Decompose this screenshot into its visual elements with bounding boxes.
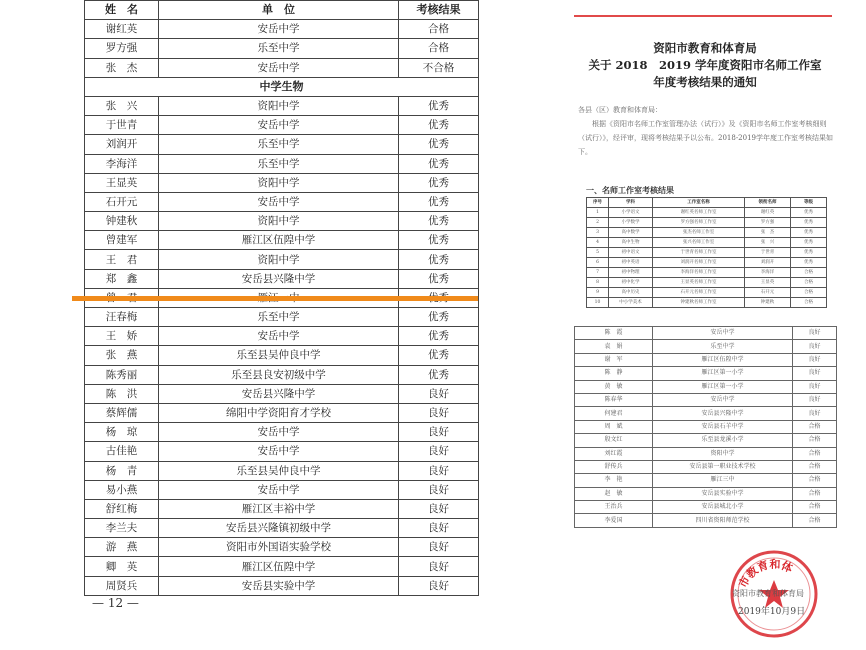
table-cell: 合格: [399, 39, 479, 58]
table-cell: 合格: [793, 420, 837, 433]
table-cell: 初中语文: [609, 248, 653, 258]
table-cell: 资阳中学: [159, 250, 399, 269]
table-cell: 良好: [399, 442, 479, 461]
table-cell: 古佳艳: [85, 442, 159, 461]
table-cell: 2: [587, 218, 609, 228]
table-cell: 良好: [399, 538, 479, 557]
table-row: [85, 96, 479, 115]
table-cell: 优秀: [791, 248, 827, 258]
table-row: [85, 39, 479, 58]
table-cell: 蔡辉儒: [85, 403, 159, 422]
table-cell: 陈 静: [575, 367, 653, 380]
table-cell: 初中英语: [609, 258, 653, 268]
table-row: [85, 346, 479, 365]
header-unit: 单 位: [159, 1, 399, 20]
table-cell: 乐至县吴仲良中学: [159, 461, 399, 480]
lower-table-row: [575, 353, 837, 366]
table-cell: 合格: [791, 288, 827, 298]
small-table-row: [587, 248, 827, 258]
table-cell: 中小学美术: [609, 298, 653, 308]
table-cell: 雁江区丰裕中学: [159, 499, 399, 518]
table-row: [85, 327, 479, 346]
table-cell: 曾建军: [85, 231, 159, 250]
table-cell: 优秀: [791, 258, 827, 268]
table-cell: 刘润开: [745, 258, 791, 268]
table-cell: 良好: [793, 327, 837, 340]
table-cell: 何建君: [575, 407, 653, 420]
table-cell: 合格: [793, 514, 837, 527]
table-cell: 陈春华: [575, 393, 653, 406]
section-title: 中学生物: [85, 77, 479, 96]
section-heading: 一、名师工作室考核结果: [586, 185, 674, 195]
table-cell: 安岳中学: [159, 20, 399, 39]
table-cell: 刘润开: [85, 135, 159, 154]
table-cell: 优秀: [791, 208, 827, 218]
small-header-cell: 等级: [791, 198, 827, 208]
lower-table-row: [575, 460, 837, 473]
small-table-row: [587, 218, 827, 228]
table-cell: 乐至中学: [159, 308, 399, 327]
small-table-row: [587, 268, 827, 278]
table-cell: 不合格: [399, 58, 479, 77]
table-cell: 石开元: [85, 192, 159, 211]
seal-text: 市教育和体: [736, 557, 795, 590]
table-cell: 乐至中学: [653, 340, 793, 353]
table-row: [85, 20, 479, 39]
lower-table-row: [575, 420, 837, 433]
signature: 资阳市教育和体育局: [732, 589, 804, 598]
table-cell: 王显英: [745, 278, 791, 288]
lower-table-row: [575, 501, 837, 514]
title-line: 年度考核结果的通知: [653, 75, 757, 89]
body-paragraph: 根据《资阳市名师工作室管理办法（试行）》及《资阳市名师工作室考核细则（试行）》，经评审，现将考核结果予以公布。2018-2019学年度工作室考核结果如下。: [578, 120, 833, 156]
table-cell: 王显英: [85, 173, 159, 192]
small-table-row: [587, 228, 827, 238]
table-cell: 安岳中学: [159, 116, 399, 135]
small-header-cell: 学科: [609, 198, 653, 208]
table-row: [85, 576, 479, 595]
table-cell: 安岳县实验中学: [653, 487, 793, 500]
table-row: [85, 423, 479, 442]
table-row: [85, 519, 479, 538]
table-cell: 高中数学: [609, 228, 653, 238]
table-cell: 优秀: [399, 346, 479, 365]
table-row: [85, 269, 479, 288]
lower-table-row: [575, 434, 837, 447]
section-row: [85, 77, 479, 96]
table-header-row: [85, 1, 479, 20]
small-header-cell: 工作室名称: [653, 198, 745, 208]
table-cell: 陈 霞: [575, 327, 653, 340]
table-cell: 6: [587, 258, 609, 268]
table-cell: 张兴名师工作室: [653, 238, 745, 248]
table-row: [85, 250, 479, 269]
table-cell: 良好: [399, 576, 479, 595]
notice-title: [574, 40, 836, 91]
lower-table-row: [575, 380, 837, 393]
table-cell: 小学语文: [609, 208, 653, 218]
salutation: 各县（区）教育和体育局：: [578, 106, 662, 114]
table-cell: 7: [587, 268, 609, 278]
table-cell: 良好: [399, 384, 479, 403]
table-cell: 合格: [399, 20, 479, 39]
table-cell: 合格: [791, 278, 827, 288]
lower-table-row: [575, 340, 837, 353]
table-cell: 卿 英: [85, 557, 159, 576]
notice-body: [578, 103, 836, 159]
table-cell: 罗方强名师工作室: [653, 218, 745, 228]
page-number: — 12 —: [92, 596, 139, 610]
table-cell: 优秀: [399, 250, 479, 269]
header-name: 姓 名: [85, 1, 159, 20]
table-cell: 周贤兵: [85, 576, 159, 595]
table-cell: 资阳中学: [159, 212, 399, 231]
table-cell: 合格: [793, 487, 837, 500]
table-cell: 良好: [793, 340, 837, 353]
table-cell: 杨 青: [85, 461, 159, 480]
table-cell: 李爱国: [575, 514, 653, 527]
table-cell: 安岳中学: [159, 192, 399, 211]
lower-table-row: [575, 474, 837, 487]
table-cell: 优秀: [791, 218, 827, 228]
table-row: [85, 135, 479, 154]
table-cell: 初中物理: [609, 268, 653, 278]
table-cell: 安岳县兴隆中学: [159, 384, 399, 403]
table-cell: 杨 琼: [85, 423, 159, 442]
table-cell: 乐至县吴仲良中学: [159, 346, 399, 365]
table-row: [85, 173, 479, 192]
table-cell: 乐至县龙溪小学: [653, 434, 793, 447]
table-cell: 良好: [399, 499, 479, 518]
table-cell: 钟建秋名师工作室: [653, 298, 745, 308]
table-row: [85, 403, 479, 422]
table-cell: 李海洋: [85, 154, 159, 173]
table-cell: 乐至中学: [159, 39, 399, 58]
table-row: [85, 192, 479, 211]
table-cell: 绵阳中学资阳育才学校: [159, 403, 399, 422]
table-cell: 1: [587, 208, 609, 218]
table-cell: 安岳中学: [159, 58, 399, 77]
table-cell: 殷文红: [575, 434, 653, 447]
table-cell: 乐至县良安初级中学: [159, 365, 399, 384]
table-row: [85, 442, 479, 461]
table-cell: 资阳中学: [159, 173, 399, 192]
table-cell: 优秀: [399, 96, 479, 115]
lower-table-row: [575, 487, 837, 500]
table-cell: 谢红英名师工作室: [653, 208, 745, 218]
table-cell: 合格: [793, 460, 837, 473]
title-line: 资阳市教育和体育局: [653, 41, 757, 55]
table-cell: 合格: [791, 298, 827, 308]
table-cell: 小学数学: [609, 218, 653, 228]
lower-results-table: [574, 326, 837, 528]
table-cell: 优秀: [399, 327, 479, 346]
table-cell: 优秀: [399, 135, 479, 154]
red-header-rule: [574, 15, 832, 17]
table-cell: 张 燕: [85, 346, 159, 365]
table-cell: 优秀: [791, 228, 827, 238]
table-cell: 王治兵: [575, 501, 653, 514]
table-cell: 石开元: [745, 288, 791, 298]
table-cell: 合格: [793, 501, 837, 514]
table-cell: 赵 敏: [575, 487, 653, 500]
table-row: [85, 154, 479, 173]
table-cell: 王 娇: [85, 327, 159, 346]
table-cell: 3: [587, 228, 609, 238]
table-cell: 5: [587, 248, 609, 258]
table-cell: 高中历史: [609, 288, 653, 298]
table-cell: 初中化学: [609, 278, 653, 288]
table-cell: 优秀: [791, 238, 827, 248]
table-row: [85, 538, 479, 557]
table-cell: 王显英名师工作室: [653, 278, 745, 288]
table-cell: 周 斌: [575, 420, 653, 433]
header-result: 考核结果: [399, 1, 479, 20]
table-cell: 资阳中学: [653, 447, 793, 460]
table-cell: 李 艳: [575, 474, 653, 487]
table-cell: 罗方强: [85, 39, 159, 58]
table-row: [85, 116, 479, 135]
table-cell: 优秀: [399, 212, 479, 231]
signature-date: 2019年10月9日: [738, 607, 806, 617]
table-cell: 汪春梅: [85, 308, 159, 327]
table-cell: 安岳县兴隆中学: [653, 407, 793, 420]
table-cell: 雁江区伍隍中学: [159, 231, 399, 250]
table-cell: 雁江区第一小学: [653, 380, 793, 393]
table-cell: 谢红英: [745, 208, 791, 218]
lower-table-row: [575, 367, 837, 380]
table-cell: 安岳中学: [653, 327, 793, 340]
table-cell: 张 杰: [745, 228, 791, 238]
table-cell: 合格: [793, 474, 837, 487]
table-cell: 袁 娟: [575, 340, 653, 353]
table-cell: 良好: [793, 367, 837, 380]
studio-results-table: [586, 197, 827, 308]
table-row: [85, 480, 479, 499]
table-cell: 钟建秋: [85, 212, 159, 231]
small-table-row: [587, 278, 827, 288]
table-cell: 优秀: [399, 154, 479, 173]
lower-table-row: [575, 327, 837, 340]
table-cell: 合格: [793, 447, 837, 460]
table-cell: 黄 敏: [575, 380, 653, 393]
lower-table-row: [575, 514, 837, 527]
table-row: [85, 231, 479, 250]
small-header-cell: 领衔名师: [745, 198, 791, 208]
table-cell: 安岳中学: [653, 393, 793, 406]
title-line: 关于 2018 2019 学年度资阳市名师工作室: [588, 58, 822, 72]
table-cell: 游 燕: [85, 538, 159, 557]
table-cell: 优秀: [399, 173, 479, 192]
table-cell: 谢红英: [85, 20, 159, 39]
small-table-row: [587, 288, 827, 298]
table-row: [85, 461, 479, 480]
table-cell: 安岳县兴隆中学: [159, 269, 399, 288]
lower-table-row: [575, 407, 837, 420]
table-cell: 安岳中学: [159, 442, 399, 461]
table-cell: 良好: [399, 403, 479, 422]
table-cell: 良好: [399, 461, 479, 480]
table-cell: 10: [587, 298, 609, 308]
table-cell: 优秀: [399, 192, 479, 211]
table-cell: 优秀: [399, 365, 479, 384]
table-cell: 李海洋: [745, 268, 791, 278]
table-cell: 优秀: [399, 116, 479, 135]
table-cell: 8: [587, 278, 609, 288]
table-cell: 钟建秋: [745, 298, 791, 308]
table-cell: 优秀: [399, 308, 479, 327]
table-cell: 优秀: [399, 231, 479, 250]
table-row: [85, 557, 479, 576]
small-table-row: [587, 258, 827, 268]
table-cell: 9: [587, 288, 609, 298]
table-row: [85, 499, 479, 518]
table-cell: 良好: [793, 393, 837, 406]
table-cell: 于世青: [85, 116, 159, 135]
table-cell: 高中生物: [609, 238, 653, 248]
table-cell: 郑 鑫: [85, 269, 159, 288]
table-cell: 刘红霞: [575, 447, 653, 460]
table-cell: 安岳中学: [159, 480, 399, 499]
table-cell: 优秀: [399, 269, 479, 288]
table-cell: 舒红梅: [85, 499, 159, 518]
table-cell: 安岳县石羊中学: [653, 420, 793, 433]
table-cell: 安岳中学: [159, 327, 399, 346]
table-cell: 良好: [399, 557, 479, 576]
table-cell: 安岳县城北小学: [653, 501, 793, 514]
table-cell: 谢 军: [575, 353, 653, 366]
table-cell: 4: [587, 238, 609, 248]
highlight-line: [72, 296, 478, 301]
table-cell: 刘润开名师工作室: [653, 258, 745, 268]
small-header-row: [587, 198, 827, 208]
table-row: [85, 384, 479, 403]
table-cell: 张 兴: [85, 96, 159, 115]
small-table-row: [587, 298, 827, 308]
table-cell: 于世青: [745, 248, 791, 258]
table-cell: 乐至中学: [159, 135, 399, 154]
table-row: [85, 308, 479, 327]
table-cell: 雁江区伍隍中学: [653, 353, 793, 366]
table-cell: 资阳市外国语实验学校: [159, 538, 399, 557]
table-cell: 张杰名师工作室: [653, 228, 745, 238]
table-cell: 罗方强: [745, 218, 791, 228]
table-row: [85, 212, 479, 231]
table-cell: 易小燕: [85, 480, 159, 499]
table-cell: 李兰夫: [85, 519, 159, 538]
table-cell: 合格: [791, 268, 827, 278]
small-table-row: [587, 238, 827, 248]
table-cell: 良好: [793, 407, 837, 420]
table-cell: 张 杰: [85, 58, 159, 77]
small-table-row: [587, 208, 827, 218]
table-cell: 张 兴: [745, 238, 791, 248]
small-header-cell: 序号: [587, 198, 609, 208]
table-cell: 雁江区第一小学: [653, 367, 793, 380]
table-cell: 陈秀丽: [85, 365, 159, 384]
table-cell: 于世青名师工作室: [653, 248, 745, 258]
table-cell: 良好: [399, 480, 479, 499]
table-cell: 良好: [793, 380, 837, 393]
lower-table-row: [575, 447, 837, 460]
table-cell: 雁江区伍隍中学: [159, 557, 399, 576]
table-cell: 李海洋名师工作室: [653, 268, 745, 278]
table-cell: 良好: [399, 423, 479, 442]
table-cell: 舒传兵: [575, 460, 653, 473]
table-cell: 王 君: [85, 250, 159, 269]
table-cell: 安岳县实验中学: [159, 576, 399, 595]
table-cell: 合格: [793, 434, 837, 447]
table-cell: 乐至中学: [159, 154, 399, 173]
table-row: [85, 365, 479, 384]
table-cell: 良好: [793, 353, 837, 366]
table-cell: 安岳中学: [159, 423, 399, 442]
table-cell: 良好: [399, 519, 479, 538]
lower-table-row: [575, 393, 837, 406]
table-cell: 资阳中学: [159, 96, 399, 115]
table-cell: 四川省资阳师范学校: [653, 514, 793, 527]
table-cell: 安岳县兴隆镇初级中学: [159, 519, 399, 538]
table-cell: 安岳县第一职业技术学校: [653, 460, 793, 473]
table-cell: 石开元名师工作室: [653, 288, 745, 298]
table-cell: 陈 洪: [85, 384, 159, 403]
table-row: [85, 58, 479, 77]
table-cell: 雁江三中: [653, 474, 793, 487]
